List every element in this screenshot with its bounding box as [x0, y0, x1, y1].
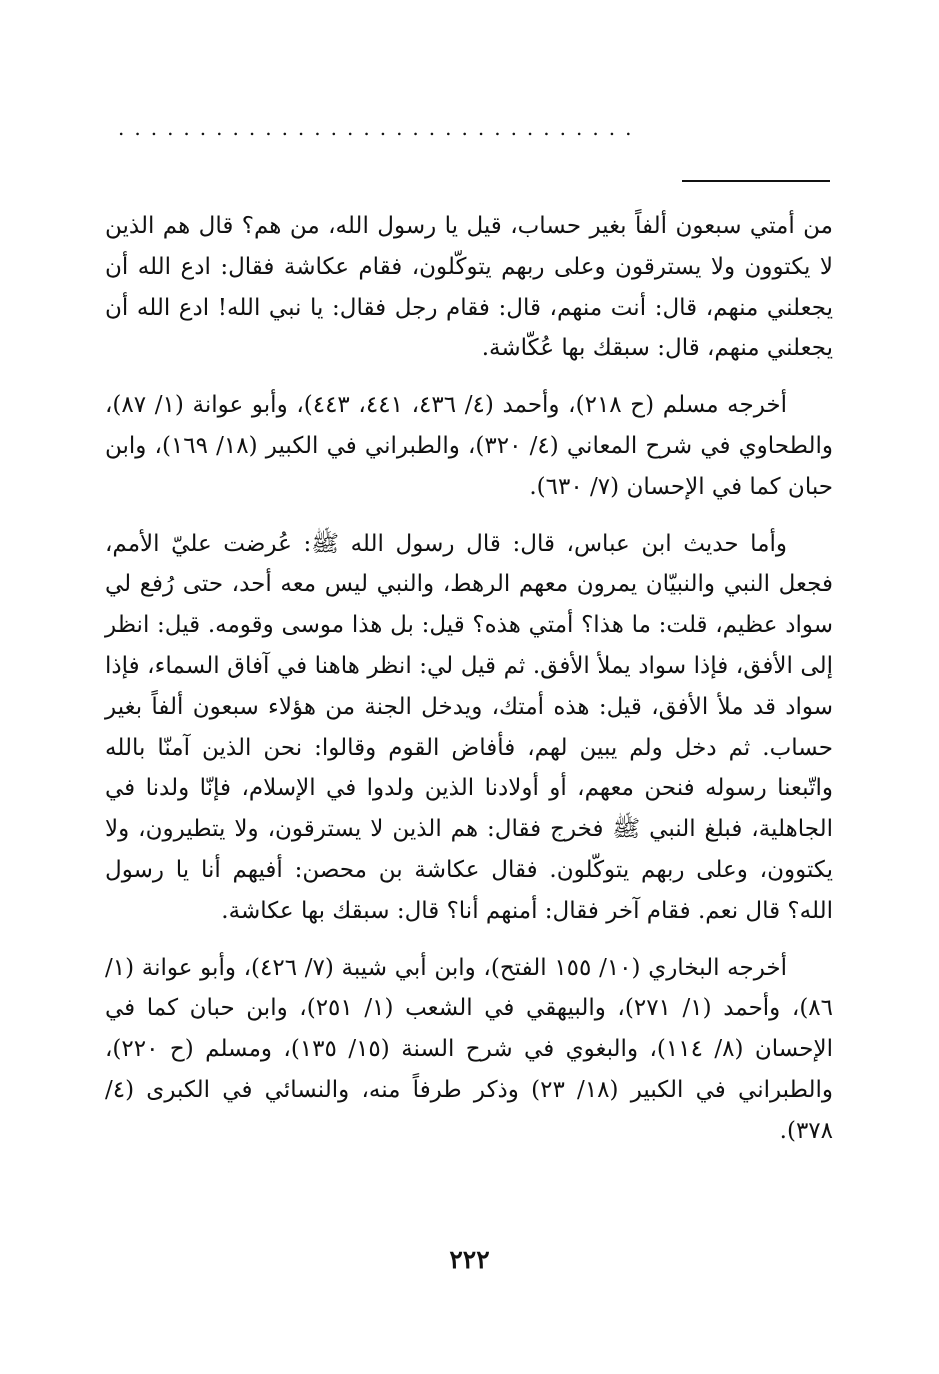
footnote-rule [682, 180, 830, 182]
hadith-paragraph-ibn-abbas: وأما حديث ابن عباس، قال: قال رسول الله ﷺ: عُرضت عليّ الأمم، فجعل النبي والنبيّان يمرون معهم الرهط، والنبي ليس معه أحد، حتى رُفع لي سواد عظيم، قلت: ما هذا؟ أمتي هذه؟ قيل: بل هذا موسى وقومه. قيل: انظر إلى الأفق، فإذا سواد يملأ الأفق. ثم قيل لي: انظر هاهنا في آفاق السماء، فإذا سواد قد ملأ الأفق، قيل: هذه أمتك، ويدخل الجنة من هؤلاء سبعون ألفاً بغير حساب. ثم دخل ولم يبين لهم، فأفاض القوم وقالوا: نحن الذين آمنّا بالله واتّبعنا رسوله فنحن معهم، أو أولادنا الذين ولدوا في الإسلام، فإنّا ولدنا في الجاهلية، فبلغ النبي ﷺ فخرج فقال: هم الذين لا يسترقون، ولا يتطيرون، ولا يكتوون، وعلى ربهم يتوكّلون. فقال عكاشة بن محصن: أفيهم أنا يا رسول الله؟ قال نعم. فقام آخر فقال: أمنهم أنا؟ قال: سبقك بها عكاشة. [105, 530, 833, 924]
page-body [105, 206, 833, 1152]
hadith-paragraph-continued: من أمتي سبعون ألفاً بغير حساب، قيل يا رسول الله، من هم؟ قال هم الذين لا يكتوون ولا يسترقون وعلى ربهم يتوكّلون، فقام عكاشة فقال: ادع الله أن يجعلني منهم، قال: أنت منهم، قال: فقام رجل فقال: يا نبي الله! ادع الله أن يجعلني منهم، قال: سبقك بها عُكّاشة. [105, 213, 833, 362]
page-number: ٢٢٢ [449, 1245, 490, 1274]
takhrij-paragraph-2: أخرجه البخاري (١٠/ ١٥٥ الفتح)، وابن أبي شيبة (٧/ ٤٢٦)، وأبو عوانة (١/ ٨٦)، وأحمد (١/ ٢٧١)، والبيهقي في الشعب (١/ ٢٥١)، وابن حبان كما في الإحسان (٨/ ١١٤)، والبغوي في شرح السنة (١٥/ ١٣٥)، ومسلم (ح ٢٢٠)، والطبراني في الكبير (١٨/ ٢٣) وذكر طرفاً منه، والنسائي في الكبرى (٤/ ٣٧٨). [105, 954, 834, 1144]
takhrij-paragraph-1: أخرجه مسلم (ح ٢١٨)، وأحمد (٤/ ٤٣٦، ٤٤١، ٤٤٣)، وأبو عوانة (١/ ٨٧)، والطحاوي في شرح المعاني (٤/ ٣٢٠)، والطبراني في الكبير (١٨/ ١٦٩)، وابن حبان كما في الإحسان (٧/ ٦٣٠). [105, 392, 833, 500]
dotted-separator: ................................ [118, 118, 642, 138]
